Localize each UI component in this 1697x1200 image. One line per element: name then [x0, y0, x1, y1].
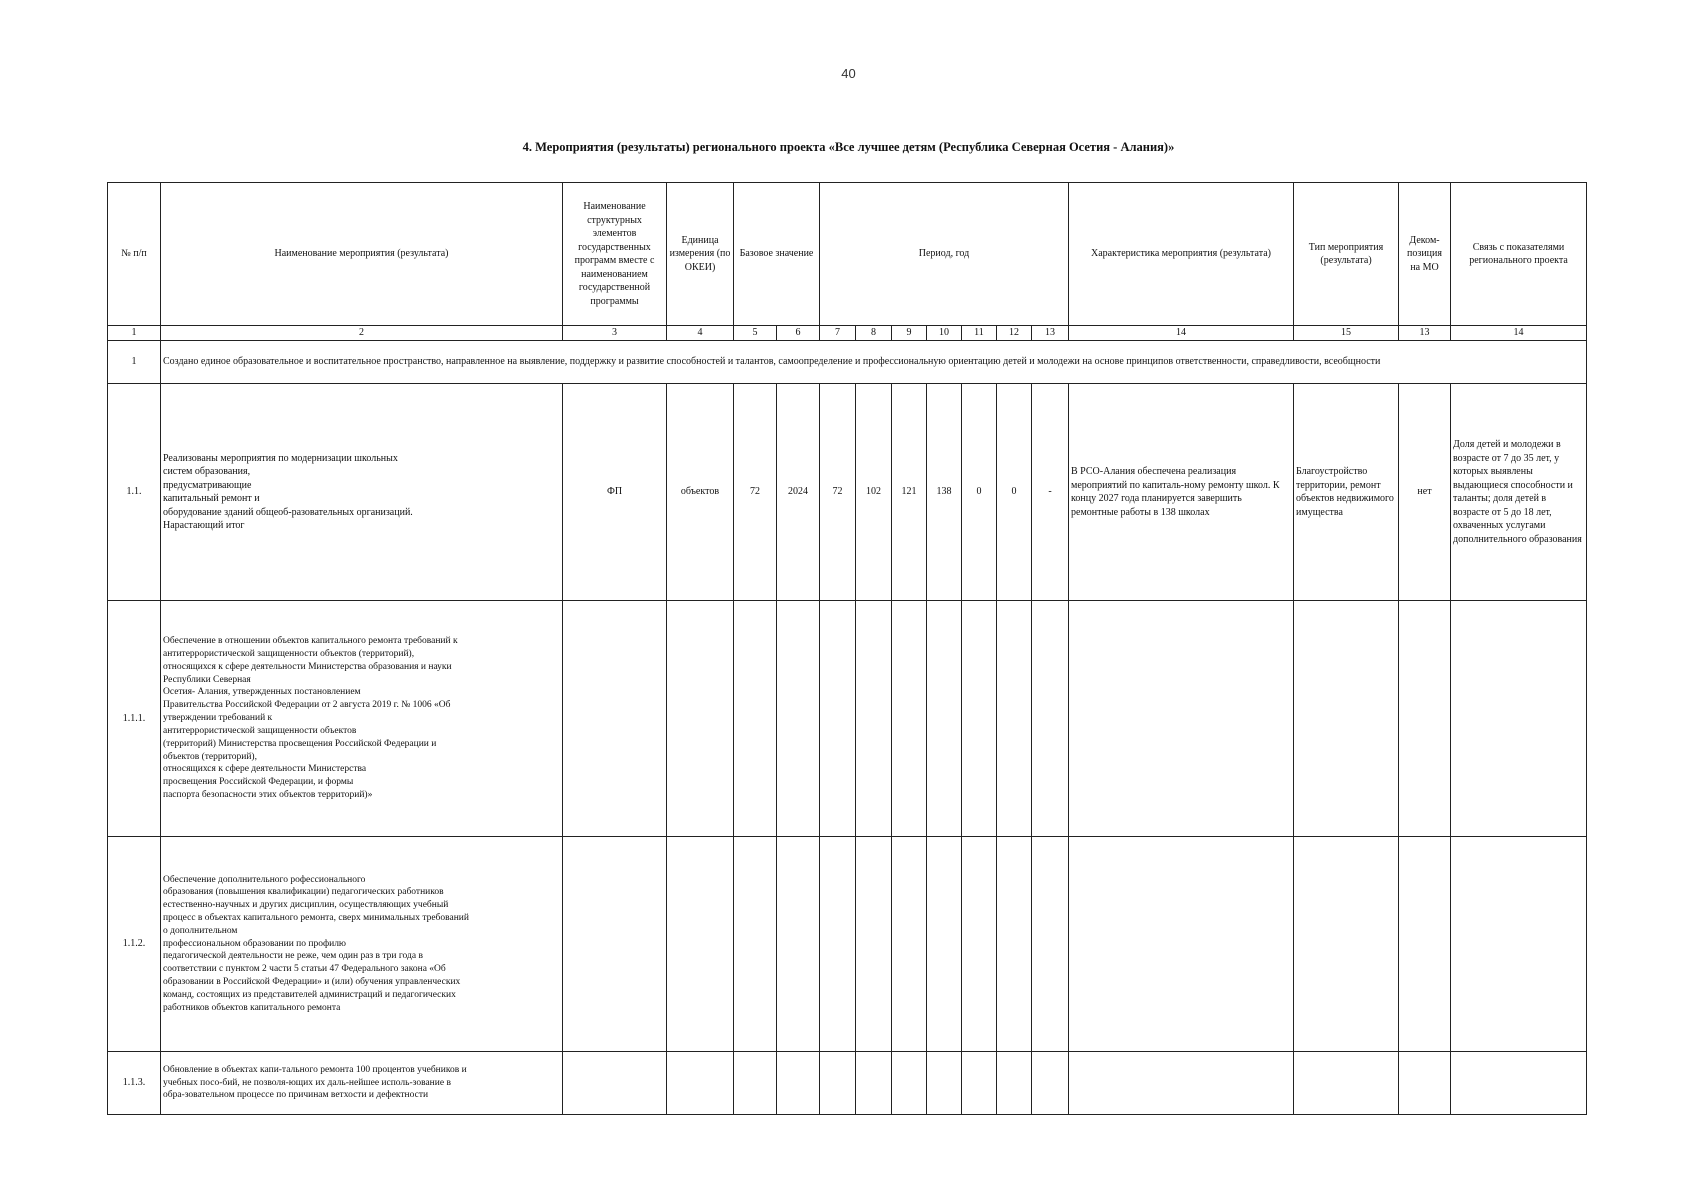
column-number: 14 — [1069, 326, 1294, 341]
row-structure: ФП — [563, 384, 667, 601]
row-base-value: 72 — [734, 384, 777, 601]
header-structure: Наименование структурных элементов государственных программ вместе с наименованием государственной программы — [563, 183, 667, 326]
column-number: 1 — [108, 326, 161, 341]
row-period-value: - — [1032, 384, 1069, 601]
column-number: 6 — [777, 326, 820, 341]
header-link: Связь с показателями регионального проекта — [1451, 183, 1587, 326]
row-period-value: 72 — [820, 384, 856, 601]
table-row — [108, 1052, 1587, 1115]
row-characteristic: В РСО-Алания обеспечена реализация мероприятий по капиталь-ному ремонту школ. К концу 2027 года планируется завершить ремонтные работы в 138 школах — [1069, 384, 1294, 601]
column-number: 13 — [1032, 326, 1069, 341]
row-name: Обеспечение дополнительного рофессионального образования (повышения квалификации) педагогических работников естественно-научных и других дисциплин, осуществляющих учебный процесс в объектах капитального ремонта, сверх минимальных требований о дополнительном профессиональном образовании по профилю педагогической деятельности не реже, чем один раз в три года в соответствии с пунктом 2 части 5 статьи 47 Федерального закона «Об образовании в Российской Федерации» и (или) обучения управленческих команд, состоящих из представителей администраций и педагогических работников объектов капитального ремонта — [161, 837, 563, 1052]
header-characteristic: Характеристика мероприятия (результата) — [1069, 183, 1294, 326]
row-base-year: 2024 — [777, 384, 820, 601]
column-number: 15 — [1294, 326, 1399, 341]
header-unit: Единица измерения (по ОКЕИ) — [667, 183, 734, 326]
row-num: 1.1.2. — [108, 837, 161, 1052]
section-text: Создано единое образовательное и воспитательное пространство, направленное на выявление, поддержку и развитие способностей и талантов, самоопределение и профессиональную ориентацию детей и молодежи на основе принципов ответственности, справедливости, всеобщности — [161, 341, 1587, 384]
row-num: 1.1.3. — [108, 1052, 161, 1115]
column-number: 14 — [1451, 326, 1587, 341]
row-period-value: 0 — [962, 384, 997, 601]
row-num: 1.1. — [108, 384, 161, 601]
header-name: Наименование мероприятия (результата) — [161, 183, 563, 326]
document-title: 4. Мероприятия (результаты) регионального проекта «Все лучшее детям (Республика Северная Осетия - Алания)» — [522, 140, 1175, 154]
header-period: Период, год — [820, 183, 1069, 326]
row-num: 1.1.1. — [108, 601, 161, 837]
row-name: Обеспечение в отношении объектов капитального ремонта требований к антитеррористической защищенности объектов (территорий), относящихся к сфере деятельности Министерства образования и науки Республики Северная Осетия- Алания, утвержденных постановлением Правительства Российской Федерации от 2 августа 2019 г. № 1006 «Об утверждении требований к антитеррористической защищенности объектов (территорий) Министерства просвещения Российской Федерации и объектов (территорий), относящихся к сфере деятельности Министерства просвещения Российской Федерации, и формы паспорта безопасности этих объектов территорий)» — [161, 601, 563, 837]
column-number: 5 — [734, 326, 777, 341]
row-period-value: 102 — [856, 384, 892, 601]
table-row — [108, 384, 1587, 601]
row-link: Доля детей и молодежи в возрасте от 7 до 35 лет, у которых выявлены выдающиеся способности и таланты; доля детей в возрасте от 5 до 18 лет, охваченных услугами дополнительного образования — [1451, 384, 1587, 601]
row-name: Реализованы мероприятия по модернизации школьных систем образования, предусматривающие капитальный ремонт и оборудование зданий общеоб-разовательных организаций. Нарастающий итог — [161, 384, 563, 601]
section-row — [108, 341, 1587, 384]
column-number: 3 — [563, 326, 667, 341]
section-num: 1 — [108, 341, 161, 384]
measures-table — [107, 182, 1587, 1115]
header-decomposition: Деком-позиция на МО — [1399, 183, 1451, 326]
table-row — [108, 837, 1587, 1052]
header-num: № п/п — [108, 183, 161, 326]
column-number: 2 — [161, 326, 563, 341]
row-name: Обновление в объектах капи-тального ремонта 100 процентов учебников и учебных посо-бий, не позволя-ющих их даль-нейшее исполь-зование в обра-зовательном процессе по причинам ветхости и дефектности — [161, 1052, 563, 1115]
column-number: 13 — [1399, 326, 1451, 341]
row-period-value: 138 — [927, 384, 962, 601]
header-base: Базовое значение — [734, 183, 820, 326]
row-unit: объектов — [667, 384, 734, 601]
column-number: 4 — [667, 326, 734, 341]
header-type: Тип мероприятия (результата) — [1294, 183, 1399, 326]
column-numbers-row — [108, 326, 1587, 341]
column-number: 12 — [997, 326, 1032, 341]
row-period-value: 0 — [997, 384, 1032, 601]
column-number: 10 — [927, 326, 962, 341]
column-number: 8 — [856, 326, 892, 341]
row-type: Благоустройство территории, ремонт объектов недвижимого имущества — [1294, 384, 1399, 601]
table-header-row — [108, 183, 1587, 326]
row-decomposition: нет — [1399, 384, 1451, 601]
page-number: 40 — [841, 66, 856, 81]
column-number: 7 — [820, 326, 856, 341]
column-number: 9 — [892, 326, 927, 341]
row-period-value: 121 — [892, 384, 927, 601]
column-number: 11 — [962, 326, 997, 341]
table-row — [108, 601, 1587, 837]
